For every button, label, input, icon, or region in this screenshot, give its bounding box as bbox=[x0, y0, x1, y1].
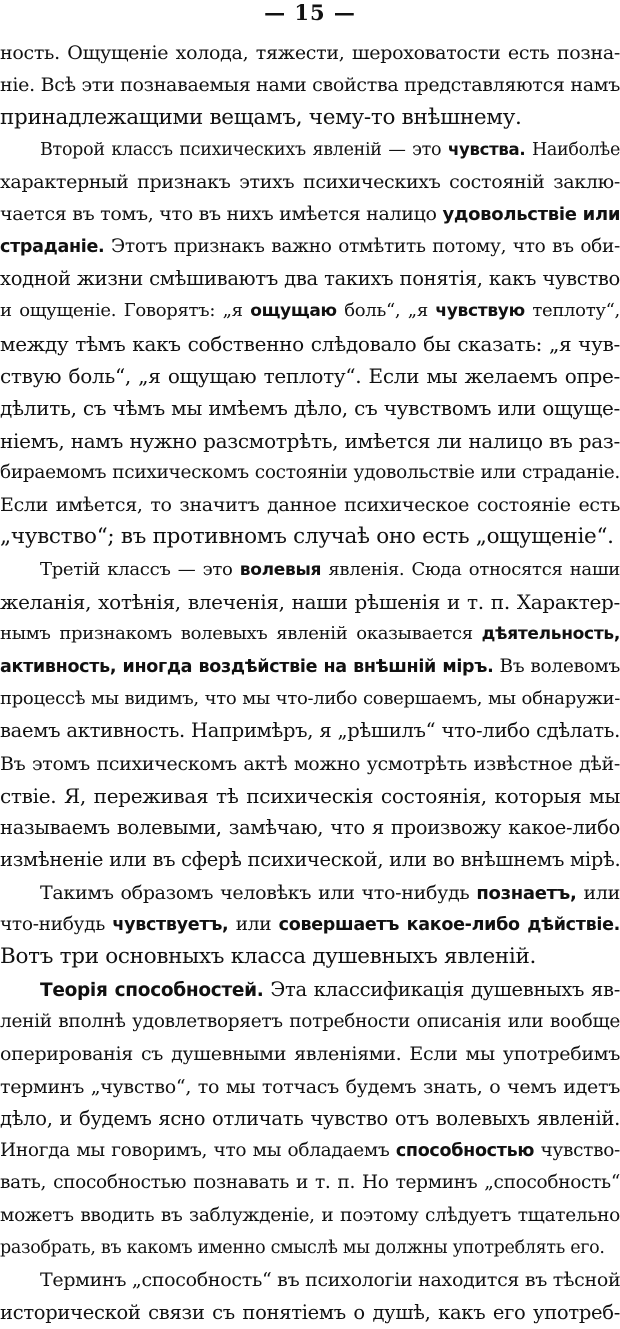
text-line bbox=[0, 1103, 620, 1135]
text-segment: чается въ томъ, что въ нихъ имѣется налицо bbox=[0, 203, 443, 226]
text-segment: чувство- bbox=[534, 1140, 620, 1162]
text-segment: исторической связи съ понятіемъ о душѣ, какъ его употреб- bbox=[0, 1300, 620, 1324]
bold-term: чувствуетъ, bbox=[112, 915, 229, 936]
text-line bbox=[0, 909, 620, 941]
text-segment: между тѣмъ какъ собственно слѣдовало бы сказать: „я чув- bbox=[0, 331, 620, 356]
text-line bbox=[0, 974, 620, 1006]
bold-term: ощущаю bbox=[250, 301, 337, 322]
text-line bbox=[0, 1038, 620, 1070]
text-segment: или bbox=[228, 914, 279, 936]
page-number: — 15 — bbox=[264, 0, 356, 25]
text-segment: бираемомъ психическомъ состояніи удовольствіе или страданіе. bbox=[0, 461, 620, 483]
text-line bbox=[0, 69, 620, 101]
text-line bbox=[0, 328, 620, 360]
text-line bbox=[0, 1297, 620, 1329]
text-segment: Второй классъ психическихъ явленій — это bbox=[40, 139, 448, 160]
bold-term: чувствую bbox=[435, 301, 525, 322]
text-segment: ніе. Всѣ эти познаваемыя нами свойства представляются намъ bbox=[0, 74, 620, 97]
text-segment: характерный признакъ этихъ психическихъ состояній заклю- bbox=[0, 171, 620, 194]
text-line bbox=[0, 554, 620, 586]
text-segment: называемъ волевыми, замѣчаю, что я произвожу какое-либо bbox=[0, 816, 620, 840]
text-line bbox=[0, 360, 620, 392]
body-text bbox=[0, 37, 620, 1329]
text-line bbox=[0, 844, 620, 876]
text-segment: вать, способностью познавать и т. п. Но терминъ „способность“ bbox=[0, 1172, 620, 1194]
text-line bbox=[0, 586, 620, 618]
text-segment: теплоту“, bbox=[524, 300, 620, 322]
text-segment: Въ волевомъ bbox=[493, 655, 620, 677]
text-segment: что-нибудь bbox=[0, 914, 113, 936]
text-line bbox=[0, 683, 620, 715]
text-segment: Эта классификація душевныхъ яв- bbox=[263, 977, 620, 1001]
text-segment: оперированія съ душевными явленіями. Если мы употребимъ bbox=[0, 1043, 620, 1066]
text-line bbox=[0, 134, 620, 166]
text-segment: процессѣ мы видимъ, что мы что-либо совершаемъ, мы обнаружи- bbox=[0, 687, 620, 709]
bold-term: Теорія способностей. bbox=[40, 979, 264, 1001]
text-segment: Терминъ „способность“ въ психологіи находится въ тѣсной bbox=[40, 1269, 620, 1292]
text-line bbox=[0, 748, 620, 780]
text-segment: леній вполнѣ удовлетворяетъ потребности описанія или вообще bbox=[0, 1010, 620, 1032]
text-segment: и ощущеніе. Говорятъ: „я bbox=[0, 300, 251, 322]
text-line bbox=[0, 877, 620, 909]
text-line bbox=[0, 1200, 620, 1232]
bold-term: волевыя bbox=[239, 559, 322, 580]
text-line bbox=[0, 166, 620, 198]
text-line bbox=[0, 295, 620, 327]
text-segment: нымъ признакомъ волевыхъ явленій оказывается bbox=[0, 623, 482, 645]
text-segment: можетъ вводить въ заблужденіе, и поэтому слѣдуетъ тщательно bbox=[0, 1204, 620, 1226]
text-line bbox=[0, 392, 620, 424]
text-line bbox=[0, 1135, 620, 1167]
text-line bbox=[0, 1264, 620, 1296]
bold-term: активность, иногда воздѣйствіе на внѣшній міръ. bbox=[0, 656, 494, 677]
text-line bbox=[0, 715, 620, 747]
text-line bbox=[0, 1167, 620, 1199]
text-line bbox=[0, 37, 620, 69]
text-segment: ніемъ, намъ нужно разсмотрѣть, имѣется ли налицо въ раз- bbox=[0, 428, 620, 453]
text-line bbox=[0, 780, 620, 812]
text-segment: дѣлить, съ чѣмъ мы имѣемъ дѣло, съ чувствомъ или ощуще- bbox=[0, 396, 620, 421]
bold-term: дѣятельность, bbox=[481, 624, 620, 645]
text-segment: „чувство“; въ противномъ случаѣ оно есть „ощущеніе“. bbox=[0, 524, 614, 550]
text-line bbox=[0, 231, 620, 263]
text-segment: Такимъ образомъ человѣкъ или что-нибудь bbox=[40, 881, 477, 904]
text-line bbox=[0, 1006, 620, 1038]
text-segment: Наиболѣе bbox=[525, 139, 620, 160]
text-segment: ходной жизни смѣшиваютъ два такихъ понятія, какъ чувство bbox=[0, 267, 620, 291]
text-segment: ствіе. Я, переживая тѣ психическія состоянія, которыя мы bbox=[0, 783, 620, 808]
bold-term: страданіе. bbox=[0, 236, 105, 257]
text-segment: принадлежащими вещамъ, чему-то внѣшнему. bbox=[0, 104, 522, 130]
bold-term: совершаетъ какое-либо дѣйствіе. bbox=[278, 915, 620, 936]
text-segment: боль“, „я bbox=[336, 300, 436, 322]
text-line bbox=[0, 102, 620, 134]
text-segment: Третій классъ — это bbox=[40, 558, 240, 580]
text-line bbox=[0, 618, 620, 650]
text-segment: дѣло, и будемъ ясно отличать чувство отъ волевыхъ явленій. bbox=[0, 1106, 620, 1130]
text-line bbox=[0, 489, 620, 521]
text-line bbox=[0, 941, 620, 973]
bold-term: удовольствіе или bbox=[442, 204, 620, 226]
bold-term: способностью bbox=[395, 1141, 535, 1162]
text-segment: явленія. Сюда относятся наши bbox=[321, 558, 620, 580]
text-segment: ность. Ощущеніе холода, тяжести, шероховатости есть позна- bbox=[0, 42, 620, 64]
text-segment: Этотъ признакъ важно отмѣтить потому, что въ оби- bbox=[104, 235, 620, 257]
text-line bbox=[0, 812, 620, 844]
text-segment: ваемъ активность. Напримѣръ, я „рѣшилъ“ что-либо сдѣлать. bbox=[0, 719, 620, 743]
text-line bbox=[0, 1071, 620, 1103]
text-segment: или bbox=[576, 881, 620, 904]
text-line bbox=[0, 1232, 620, 1264]
text-line bbox=[0, 263, 620, 295]
text-line bbox=[0, 521, 620, 553]
text-segment: измѣненіе или въ сферѣ психической, или во внѣшнемъ мірѣ. bbox=[0, 848, 620, 872]
text-line bbox=[0, 651, 620, 683]
text-segment: терминъ „чувство“, то мы тотчасъ будемъ знать, о чемъ идетъ bbox=[0, 1075, 620, 1098]
text-line bbox=[0, 457, 620, 489]
bold-term: чувства. bbox=[447, 139, 526, 159]
bold-term: познаетъ, bbox=[476, 882, 577, 904]
text-segment: Иногда мы говоримъ, что мы обладаемъ bbox=[0, 1140, 396, 1162]
text-segment: ствую боль“, „я ощущаю теплоту“. Если мы желаемъ опре- bbox=[0, 363, 620, 388]
text-segment: желанія, хотѣнія, влеченія, наши рѣшенія и т. п. Характер- bbox=[0, 590, 620, 615]
text-segment: разобрать, въ какомъ именно смыслѣ мы должны употреблять его. bbox=[0, 1237, 605, 1258]
text-segment: Вотъ три основныхъ класса душевныхъ явленій. bbox=[0, 944, 537, 970]
text-segment: Если имѣется, то значитъ данное психическое состояніе есть bbox=[0, 494, 620, 517]
text-line bbox=[0, 425, 620, 457]
text-line bbox=[0, 198, 620, 230]
text-segment: Въ этомъ психическомъ актѣ можно усмотрѣть извѣстное дѣй- bbox=[0, 752, 620, 775]
